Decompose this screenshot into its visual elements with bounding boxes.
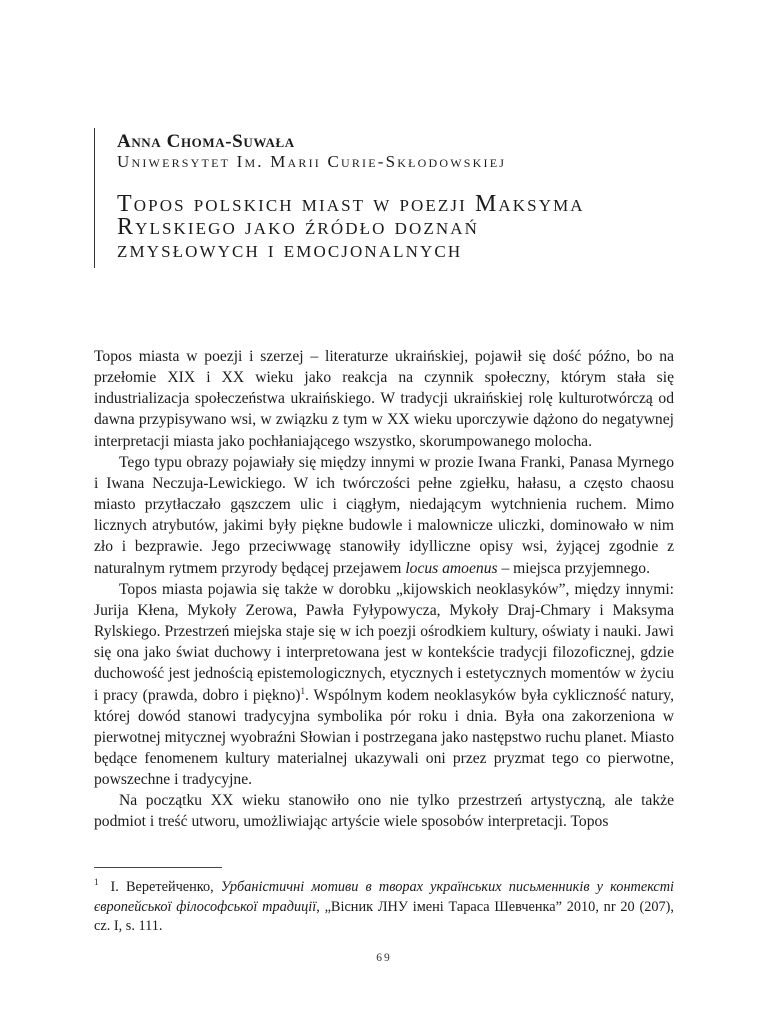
footnote-source: , „Вісник ЛНУ імені Тараса Шевченка” 2010, nr 20 (207), cz. I, s. 111. (94, 898, 674, 934)
paragraph-text: – miejsca przyjemnego. (497, 559, 650, 577)
page-number: 69 (376, 952, 392, 964)
author-affiliation: Uniwersytet Im. Marii Curie-Skłodowskiej (117, 152, 507, 171)
author-name: Anna Choma-Suwała (117, 131, 295, 152)
footnote-divider (94, 867, 222, 868)
footnote-reference[interactable]: 1 (300, 685, 305, 696)
title-line: zmysłowych i emocjonalnych (117, 237, 463, 263)
latin-phrase: locus amoenus (405, 559, 498, 577)
footnote-title: Урбаністичні мотиви в творах українських письменників у контексті європейської філософської традиції (94, 879, 674, 915)
title-line: Topos polskich miast w poezji Maksyma (117, 191, 585, 217)
footnote-author: І. Веретейченко, (110, 879, 221, 895)
footnote (94, 878, 674, 937)
paragraph-text: Tego typu obrazy pojawiały się między innymi w prozie Iwana Franki, Panasa Myrnego i Iwana Neczuja-Lewickiego. W ich twórczości pełne zgiełku, hałasu, a często chaosu miasto przytłaczało gąszczem ulic i ciągłym, niedającym wytchnienia ruchem. Mimo licznych atrybutów, jakimi były piękne budowle i malownicze uliczki, dominowało w nim zło i bezprawie. Jego przeciwwagę stanowiły idylliczne opisy wsi, żyjącej zgodnie z naturalnym rytmem przyrody będącej przejawem (94, 453, 674, 577)
article-title (117, 193, 694, 262)
paragraph: Topos miasta w poezji i szerzej – literaturze ukraińskiej, pojawił się dość późno, bo na przełomie XIX i XX wieku jako reakcja na czynnik społeczny, którym stała się industrializacja społeczeństwa ukraińskiego. W tradycji ukraińskiej rolę kulturotwórczą od dawna przypisywano wsi, w związku z tym w XX wieku uporczywie dążono do negatywnej interpretacji miasta jako pochłaniającego wszystko, skorumpowanego molocha. (94, 348, 674, 450)
paragraph (94, 579, 674, 791)
paragraph-text: . Wspólnym kodem neoklasyków była cykliczność natury, której dowód stanowi tradycyjna symbolika pór roku i dnia. Była ona zakorzeniona w pierwotnej mitycznej wyobraźni Słowian i postrzegana jako następstwo ruchu planet. Miasto będące fenomenem kultury materialnej ukazywali oni przez pryzmat tego co pierwotne, powszechne i tradycyjne. (94, 686, 674, 789)
paragraph (94, 452, 674, 579)
article-body (94, 346, 674, 833)
footnote-mark: 1 (94, 877, 99, 888)
paragraph-text: Topos miasta pojawia się także w dorobku „kijowskich neoklasyków”, między innymi: Jurija Kłena, Mykoły Zerowa, Pawła Fyłypowycza, Mykoły Draj-Chmary i Maksyma Rylskiego. Przestrzeń miejska staje się w ich poezji ośrodkiem kultury, oświaty i nauki. Jawi się ona jako świat duchowy i interpretowana jest w kontekście tradycji filozoficznej, gdzie duchowość jest jednością epistemologicznych, etycznych i estetycznych momentów w życiu i pracy (prawda, dobro i piękno) (94, 580, 674, 704)
title-line: Rylskiego jako źródło doznań (117, 214, 479, 240)
article-header (94, 128, 694, 268)
paragraph: Na początku XX wieku stanowiło ono nie tylko przestrzeń artystyczną, ale także podmiot i treść utworu, umożliwiając artyście wiele sposobów interpretacji. Topos (94, 792, 674, 831)
